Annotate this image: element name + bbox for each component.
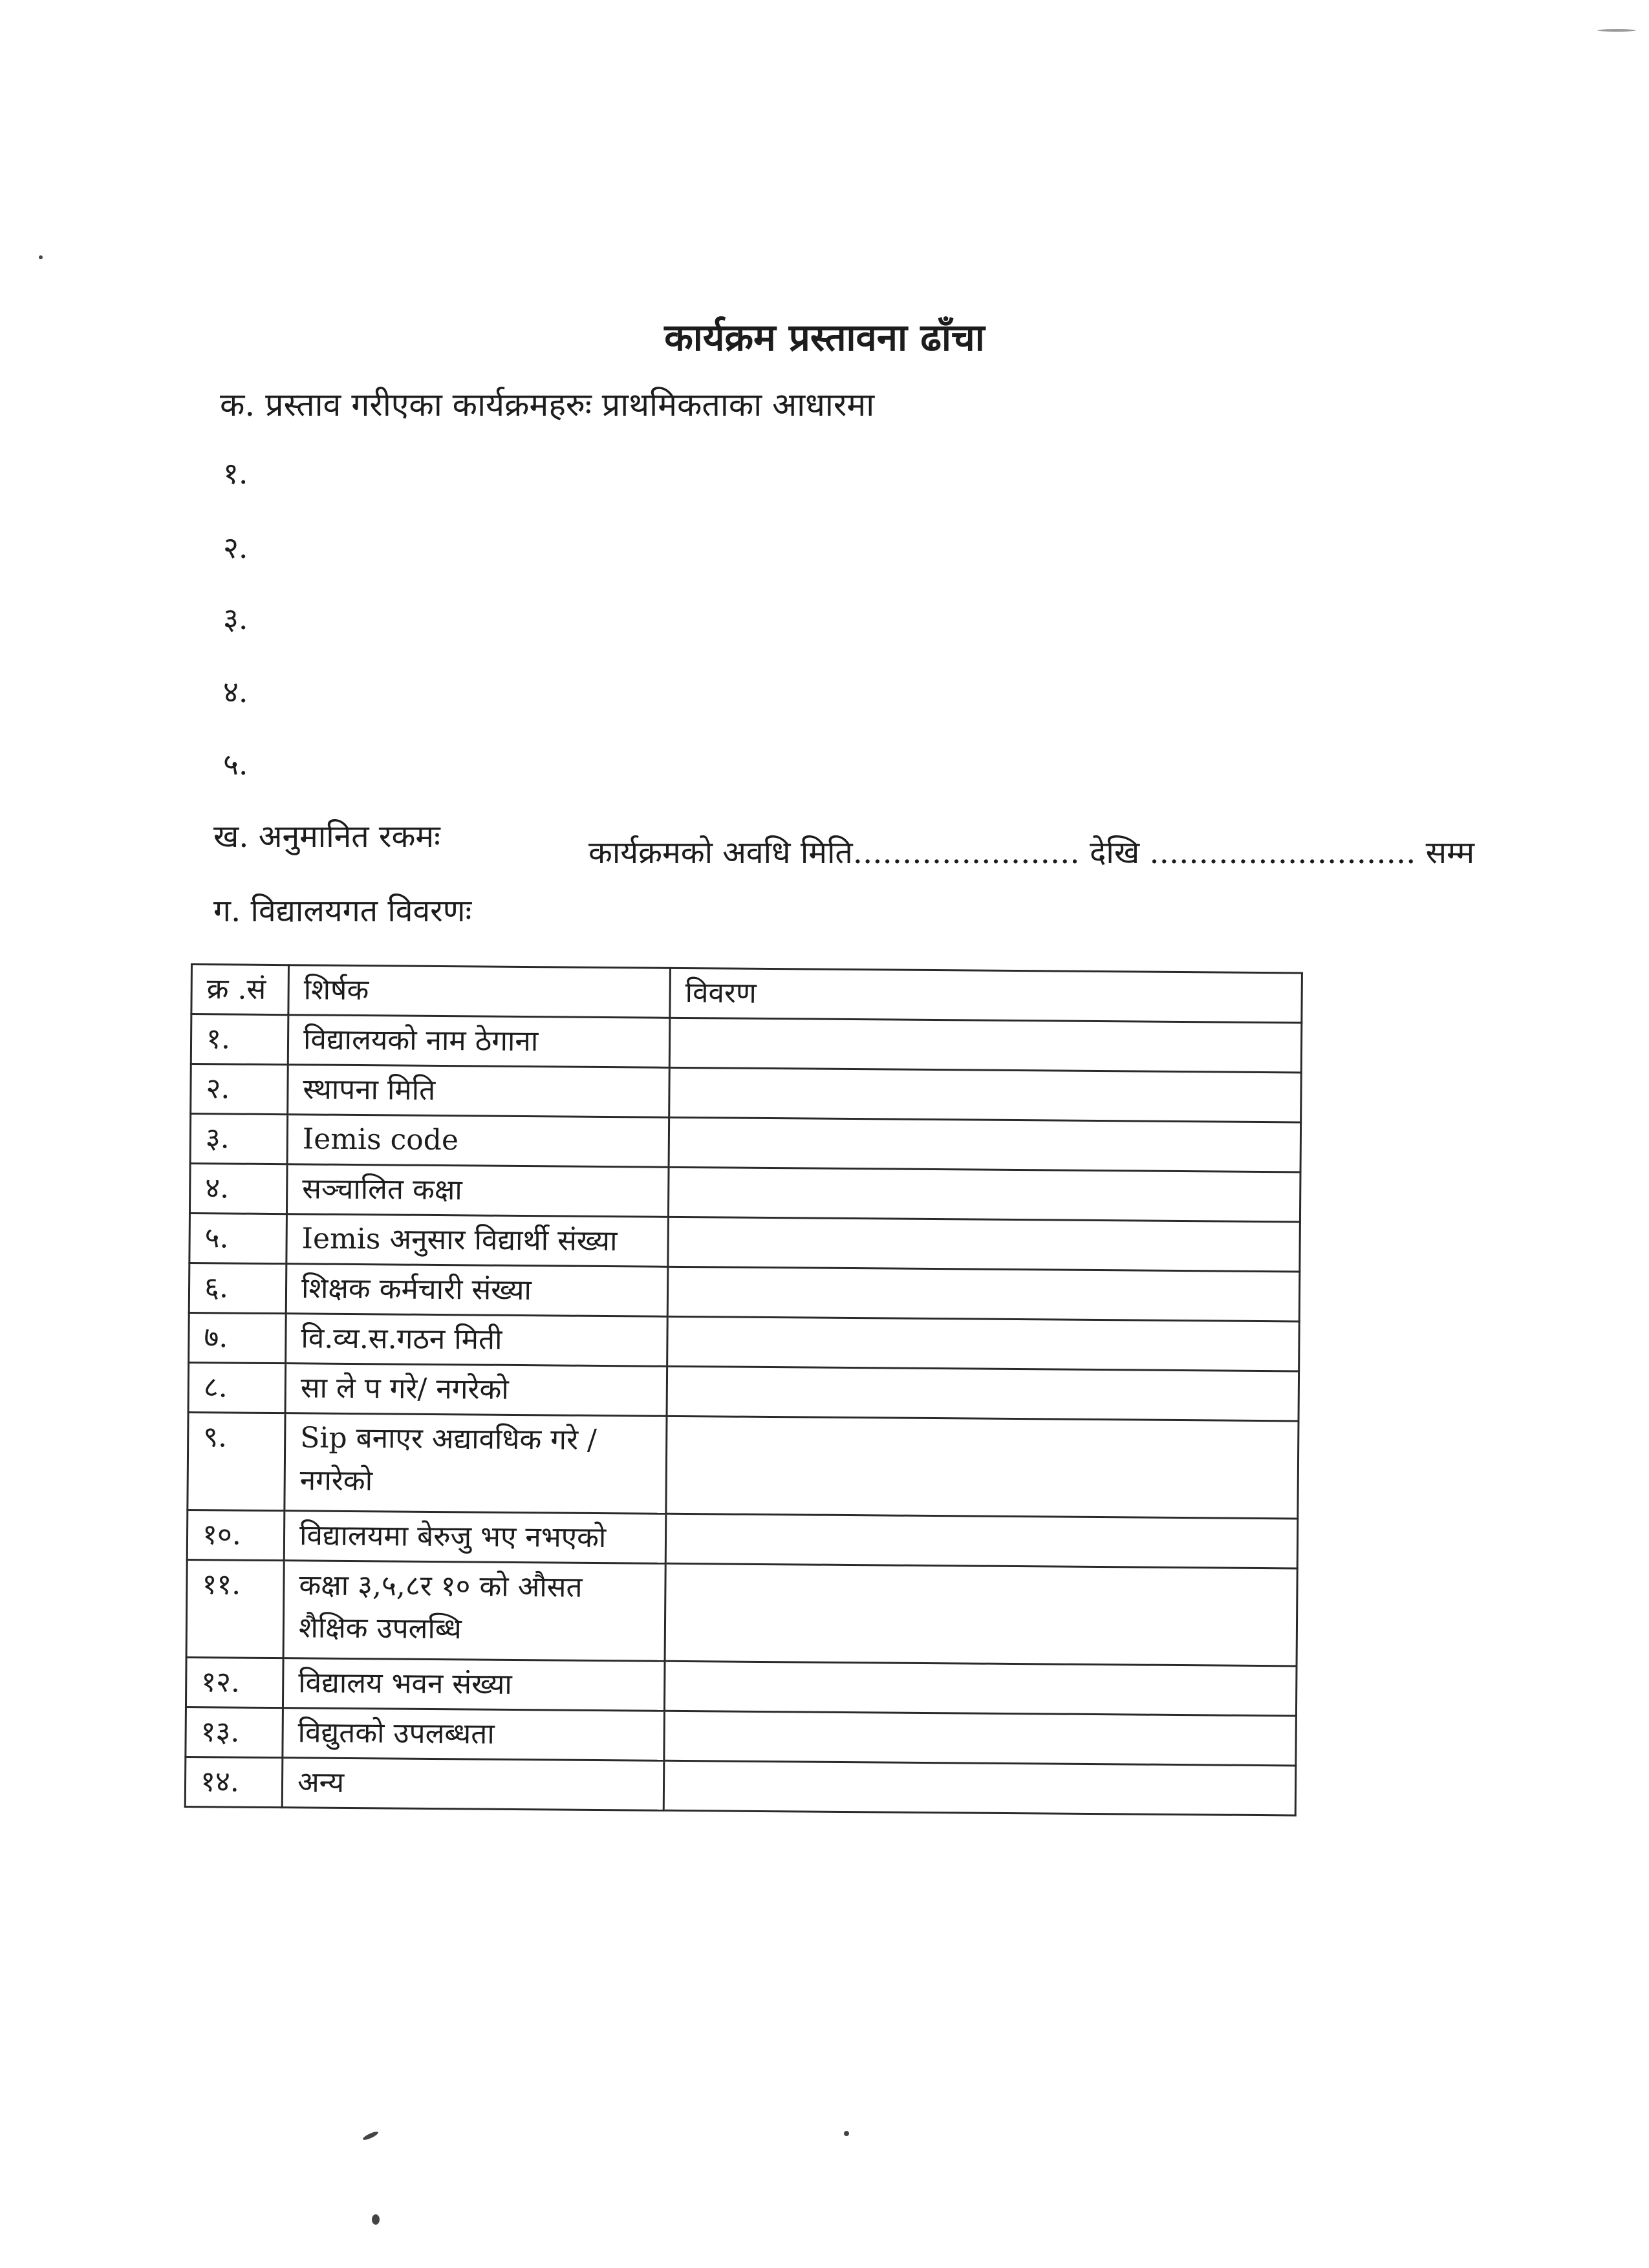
header-detail: विवरण [670, 968, 1302, 1023]
table-row [189, 1213, 1300, 1271]
row-detail-cell[interactable] [668, 1167, 1300, 1222]
table-row [186, 1559, 1297, 1665]
row-detail-cell[interactable] [667, 1366, 1299, 1421]
row-detail-cell[interactable] [669, 1117, 1301, 1172]
table-row [189, 1312, 1300, 1371]
table-row [187, 1510, 1298, 1568]
program-duration-line: कार्यक्रमको अवधि मिति....................... देखि ........................... सम्म [588, 835, 1475, 871]
section-a-heading: क. प्रस्ताव गरीएका कार्यक्रमहरुः प्राथमिकताका आधारमा [220, 386, 875, 423]
row-detail-cell[interactable] [666, 1416, 1299, 1519]
row-detail-cell[interactable] [669, 1018, 1302, 1073]
row-serial-number: २. [191, 1064, 288, 1115]
row-title: वि.व्य.स.गठन मिती [286, 1314, 668, 1367]
program-item-4: ४. [223, 674, 248, 709]
table-header-row [191, 965, 1302, 1023]
row-serial-number: ८. [188, 1362, 286, 1413]
row-detail-cell[interactable] [665, 1514, 1298, 1568]
table-row [189, 1263, 1300, 1321]
program-item-3: ३. [223, 601, 248, 636]
row-serial-number: ४. [189, 1164, 287, 1214]
row-serial-number: ६. [189, 1263, 286, 1313]
row-title: विद्यालयमा बेरुजु भए नभएको [284, 1511, 666, 1564]
row-title: Iemis अनुसार विद्यार्थी संख्या [286, 1214, 669, 1267]
header-title: शिर्षक [288, 965, 671, 1018]
row-serial-number: १४. [185, 1757, 283, 1807]
row-title: शिक्षक कर्मचारी संख्या [286, 1264, 668, 1317]
program-item-5: ५. [223, 747, 248, 782]
program-item-1: १. [223, 456, 248, 491]
scan-speck [362, 2130, 380, 2141]
page-title: कार्यक्रम प्रस्तावना ढाँचा [664, 316, 985, 359]
table-row [186, 1657, 1297, 1715]
row-title: सा ले प गरे/ नगरेको [285, 1364, 667, 1417]
row-serial-number: ३. [190, 1114, 288, 1164]
program-item-2: २. [223, 530, 248, 565]
row-serial-number: ५. [189, 1213, 287, 1263]
row-detail-cell[interactable] [664, 1661, 1297, 1716]
row-title: Sip बनाएर अद्यावधिक गरे / नगरेको [285, 1413, 667, 1514]
row-detail-cell[interactable] [667, 1316, 1300, 1371]
row-detail-cell[interactable] [665, 1563, 1297, 1666]
row-serial-number: १. [191, 1014, 288, 1065]
row-serial-number: ९. [188, 1412, 285, 1510]
row-title: विद्यालयको नाम ठेगाना [288, 1015, 670, 1068]
row-title: स्थापना मिति [288, 1065, 670, 1118]
row-title: विद्युतको उपलब्धता [283, 1708, 665, 1761]
table-row [188, 1412, 1299, 1518]
row-serial-number: ११. [186, 1559, 284, 1658]
scan-speck [1597, 29, 1636, 32]
section-c-heading: ग. विद्यालयगत विवरणः [213, 893, 472, 929]
table-row [189, 1164, 1300, 1222]
row-serial-number: १३. [186, 1707, 283, 1757]
table-row [191, 1014, 1302, 1073]
row-serial-number: १२. [186, 1657, 283, 1707]
row-title: विद्यालय भवन संख्या [283, 1658, 665, 1711]
row-detail-cell[interactable] [664, 1711, 1297, 1766]
row-title: अन्य [282, 1758, 664, 1811]
scan-speck [372, 2214, 380, 2225]
row-title: सञ्चालित कक्षा [286, 1164, 669, 1217]
table-row [191, 1064, 1302, 1122]
row-detail-cell[interactable] [669, 1067, 1302, 1122]
header-serial-number: क्र .सं [191, 965, 289, 1015]
school-details-table [184, 963, 1303, 1816]
table-row [186, 1707, 1297, 1765]
table-row [190, 1114, 1301, 1172]
scan-speck [39, 255, 43, 259]
row-title: कक्षा ३,५,८र १० को औसत शैक्षिक उपलब्धि [283, 1561, 665, 1662]
scan-speck [844, 2131, 849, 2136]
row-serial-number: ७. [189, 1312, 286, 1363]
row-title: Iemis code [287, 1115, 669, 1168]
row-serial-number: १०. [187, 1510, 285, 1560]
table-row [185, 1757, 1296, 1815]
row-detail-cell[interactable] [663, 1760, 1296, 1815]
row-detail-cell[interactable] [668, 1217, 1300, 1272]
row-detail-cell[interactable] [667, 1267, 1300, 1321]
section-b-heading: ख. अनुमानित रकमः [213, 818, 440, 855]
table-row [188, 1362, 1299, 1420]
